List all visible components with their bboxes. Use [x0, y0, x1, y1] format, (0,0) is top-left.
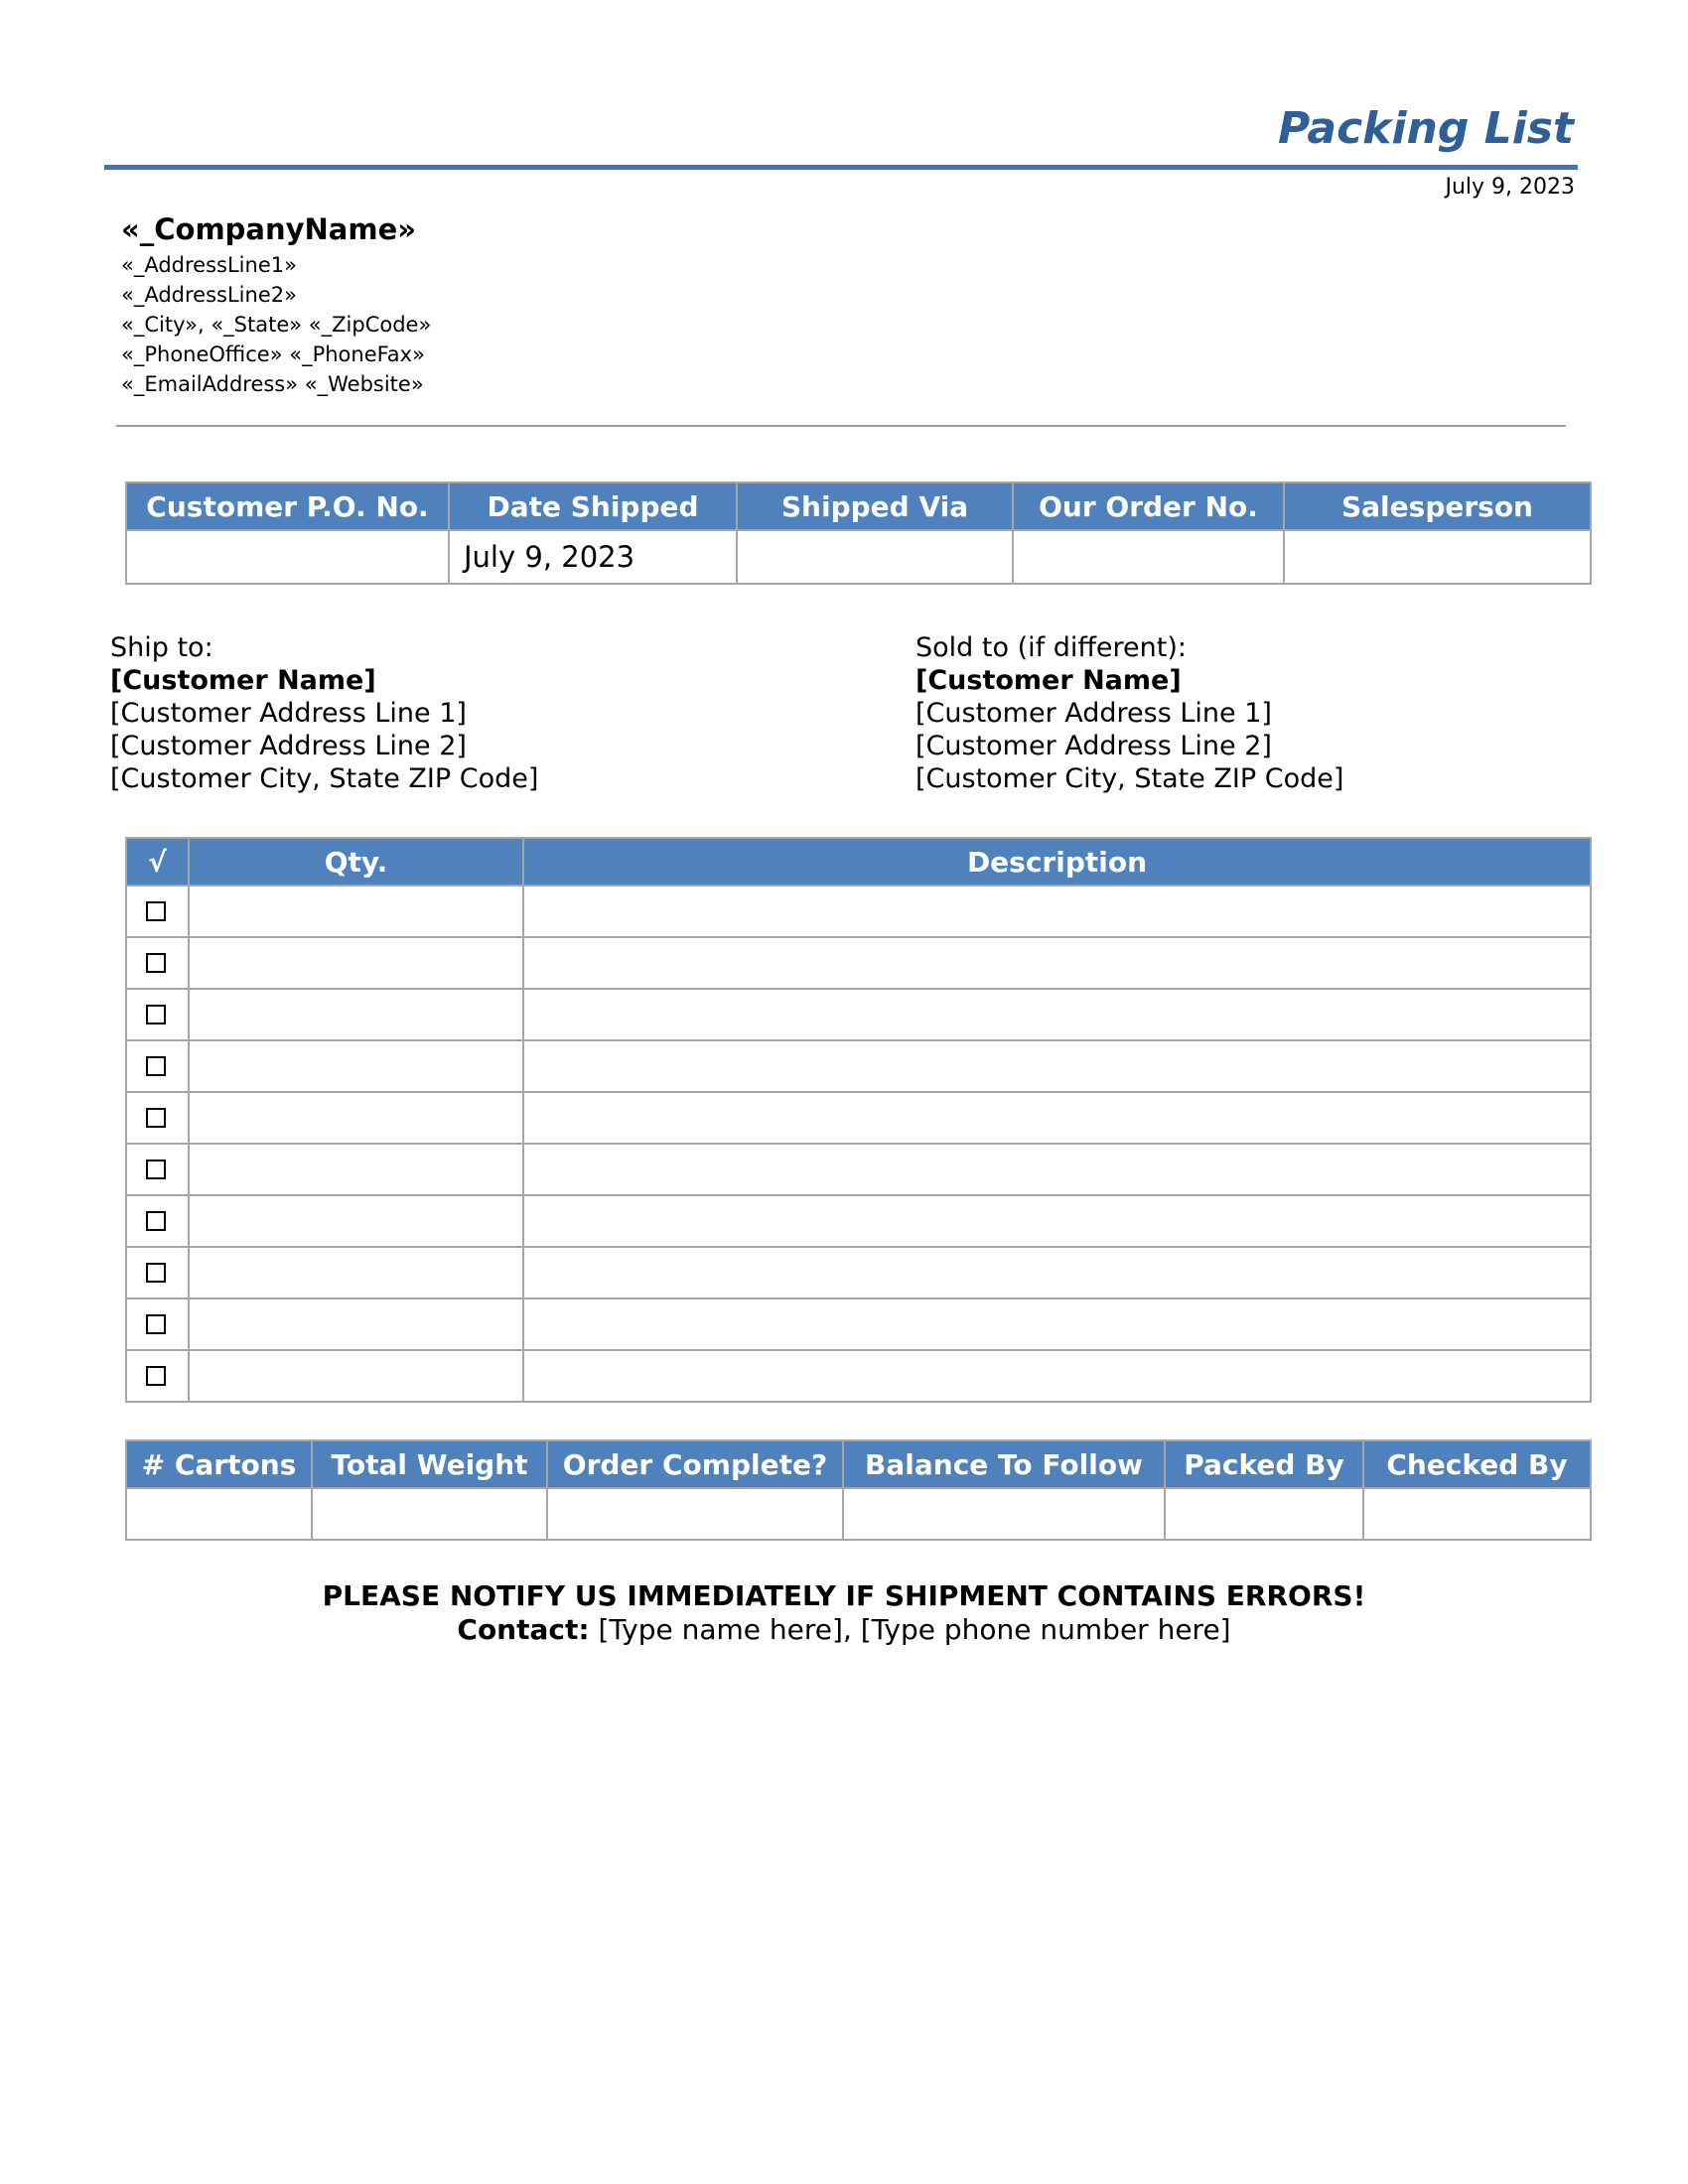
- col-cartons: # Cartons: [126, 1440, 312, 1488]
- item-check-cell: [126, 989, 189, 1040]
- item-qty-cell[interactable]: [189, 937, 523, 989]
- item-row: [126, 1040, 1591, 1092]
- item-checkbox[interactable]: [146, 1263, 166, 1283]
- item-qty-cell[interactable]: [189, 989, 523, 1040]
- cell-balance-to-follow[interactable]: [843, 1488, 1165, 1540]
- cell-salesperson[interactable]: [1284, 530, 1591, 584]
- item-checkbox[interactable]: [146, 1108, 166, 1128]
- sold-to-address-line2: [Customer Address Line 2]: [915, 731, 1272, 761]
- cell-checked-by[interactable]: [1363, 1488, 1591, 1540]
- item-qty-cell[interactable]: [189, 1144, 523, 1195]
- col-order-complete: Order Complete?: [547, 1440, 843, 1488]
- item-qty-cell[interactable]: [189, 1298, 523, 1350]
- item-row: [126, 1350, 1591, 1402]
- col-date-shipped: Date Shipped: [449, 482, 737, 530]
- error-notice: PLEASE NOTIFY US IMMEDIATELY IF SHIPMENT CONTAINS ERRORS!: [322, 1579, 1366, 1612]
- item-checkbox[interactable]: [146, 1314, 166, 1334]
- item-check-cell: [126, 1350, 189, 1402]
- item-description-cell[interactable]: [523, 1195, 1591, 1247]
- col-packed-by: Packed By: [1165, 1440, 1363, 1488]
- totals-table: [125, 1439, 1592, 1541]
- company-email-website: «_EmailAddress» «_Website»: [121, 371, 424, 396]
- col-customer-po: Customer P.O. No.: [126, 482, 449, 530]
- item-checkbox[interactable]: [146, 1056, 166, 1076]
- item-check-cell: [126, 937, 189, 989]
- cell-order-complete[interactable]: [547, 1488, 843, 1540]
- sold-to-name: [Customer Name]: [915, 665, 1182, 696]
- company-phones: «_PhoneOffice» «_PhoneFax»: [121, 341, 425, 366]
- item-row: [126, 886, 1591, 937]
- item-qty-cell[interactable]: [189, 1195, 523, 1247]
- page-title: Packing List: [1277, 103, 1574, 154]
- contact-value: [Type name here], [Type phone number here]: [589, 1613, 1231, 1646]
- col-shipped-via: Shipped Via: [737, 482, 1013, 530]
- footer-notice: [0, 1579, 1688, 1647]
- item-row: [126, 937, 1591, 989]
- cell-our-order-no[interactable]: [1013, 530, 1284, 584]
- col-check: √: [126, 838, 189, 886]
- item-check-cell: [126, 886, 189, 937]
- item-row: [126, 1195, 1591, 1247]
- cell-packed-by[interactable]: [1165, 1488, 1363, 1540]
- col-balance-to-follow: Balance To Follow: [843, 1440, 1165, 1488]
- items-header-row: [126, 838, 1591, 886]
- item-qty-cell[interactable]: [189, 886, 523, 937]
- item-check-cell: [126, 1298, 189, 1350]
- item-description-cell[interactable]: [523, 1092, 1591, 1144]
- item-description-cell[interactable]: [523, 1144, 1591, 1195]
- ship-to-heading: Ship to:: [110, 632, 213, 663]
- cell-customer-po[interactable]: [126, 530, 449, 584]
- item-row: [126, 1092, 1591, 1144]
- order-info-header-row: [126, 482, 1591, 530]
- item-description-cell[interactable]: [523, 886, 1591, 937]
- item-row: [126, 1144, 1591, 1195]
- items-table: [125, 837, 1592, 1403]
- item-description-cell[interactable]: [523, 937, 1591, 989]
- company-city-state-zip: «_City», «_State» «_ZipCode»: [121, 312, 432, 337]
- company-address-line1: «_AddressLine1»: [121, 252, 297, 277]
- item-checkbox[interactable]: [146, 953, 166, 973]
- col-checked-by: Checked By: [1363, 1440, 1591, 1488]
- item-check-cell: [126, 1040, 189, 1092]
- cell-date-shipped[interactable]: July 9, 2023: [449, 530, 737, 584]
- item-qty-cell[interactable]: [189, 1092, 523, 1144]
- company-divider: [116, 425, 1566, 427]
- item-check-cell: [126, 1247, 189, 1298]
- company-address-line2: «_AddressLine2»: [121, 282, 297, 307]
- contact-line: [0, 1613, 1688, 1647]
- item-checkbox[interactable]: [146, 901, 166, 921]
- item-description-cell[interactable]: [523, 1298, 1591, 1350]
- col-our-order-no: Our Order No.: [1013, 482, 1284, 530]
- item-check-cell: [126, 1092, 189, 1144]
- item-row: [126, 1247, 1591, 1298]
- order-info-row: [126, 530, 1591, 584]
- cell-total-weight[interactable]: [312, 1488, 547, 1540]
- item-check-cell: [126, 1195, 189, 1247]
- ship-to-name: [Customer Name]: [110, 665, 376, 696]
- totals-header-row: [126, 1440, 1591, 1488]
- ship-to-block: [110, 631, 538, 795]
- col-salesperson: Salesperson: [1284, 482, 1591, 530]
- item-checkbox[interactable]: [146, 1160, 166, 1179]
- item-checkbox[interactable]: [146, 1211, 166, 1231]
- document-date: July 9, 2023: [1445, 175, 1575, 200]
- totals-row: [126, 1488, 1591, 1540]
- col-description: Description: [523, 838, 1591, 886]
- item-qty-cell[interactable]: [189, 1350, 523, 1402]
- item-checkbox[interactable]: [146, 1366, 166, 1386]
- ship-to-address-line1: [Customer Address Line 1]: [110, 698, 467, 729]
- company-name: «_CompanyName»: [121, 212, 416, 246]
- contact-label: Contact:: [457, 1613, 590, 1646]
- item-description-cell[interactable]: [523, 1350, 1591, 1402]
- item-row: [126, 1298, 1591, 1350]
- item-row: [126, 989, 1591, 1040]
- order-info-table: [125, 481, 1592, 585]
- item-description-cell[interactable]: [523, 989, 1591, 1040]
- sold-to-block: [915, 631, 1343, 795]
- item-qty-cell[interactable]: [189, 1040, 523, 1092]
- title-rule: [104, 165, 1578, 170]
- col-total-weight: Total Weight: [312, 1440, 547, 1488]
- cell-cartons[interactable]: [126, 1488, 312, 1540]
- sold-to-address-line1: [Customer Address Line 1]: [915, 698, 1272, 729]
- item-description-cell[interactable]: [523, 1040, 1591, 1092]
- ship-to-address-line2: [Customer Address Line 2]: [110, 731, 467, 761]
- item-check-cell: [126, 1144, 189, 1195]
- company-block: [121, 211, 431, 399]
- ship-to-city: [Customer City, State ZIP Code]: [110, 763, 539, 794]
- items-body: [126, 886, 1591, 1402]
- col-qty: Qty.: [189, 838, 523, 886]
- sold-to-city: [Customer City, State ZIP Code]: [915, 763, 1344, 794]
- sold-to-heading: Sold to (if different):: [915, 632, 1187, 663]
- item-description-cell[interactable]: [523, 1247, 1591, 1298]
- item-qty-cell[interactable]: [189, 1247, 523, 1298]
- cell-shipped-via[interactable]: [737, 530, 1013, 584]
- item-checkbox[interactable]: [146, 1005, 166, 1024]
